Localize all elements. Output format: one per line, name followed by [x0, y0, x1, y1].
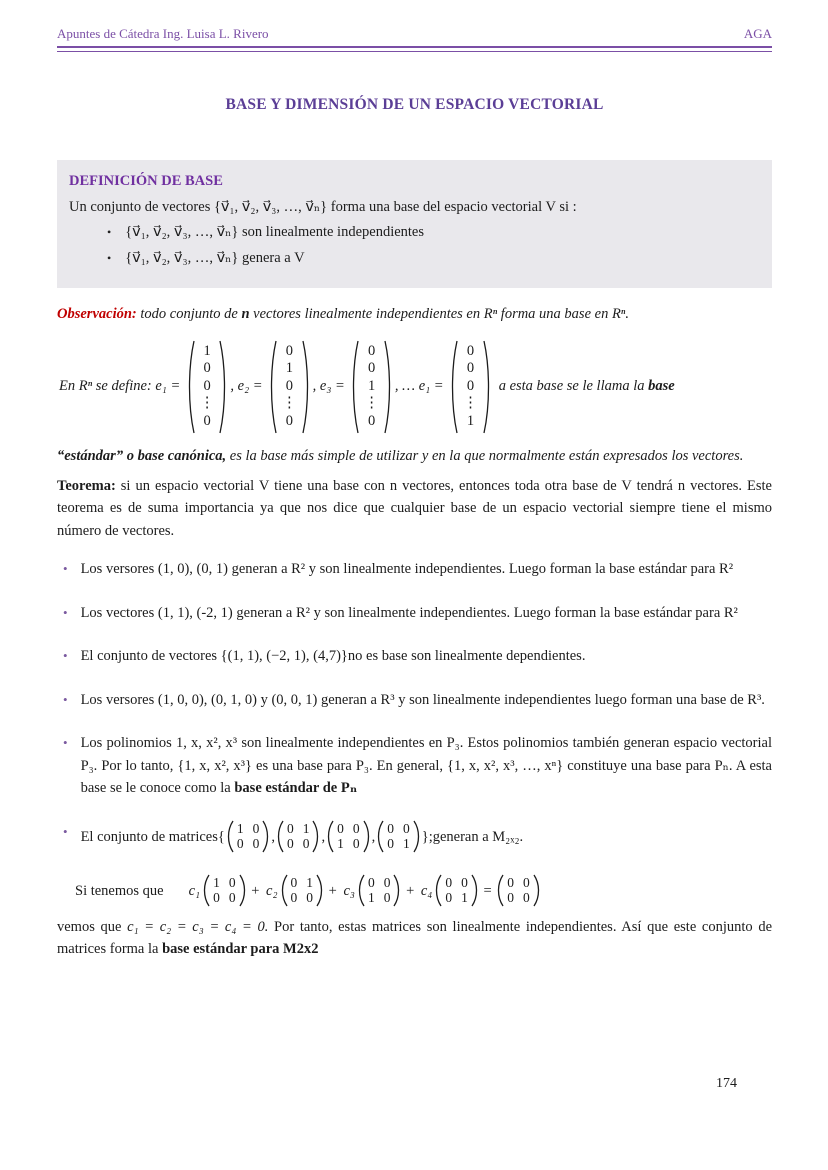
matrix-cell: 1 — [302, 820, 310, 836]
matrix-cell: 0 — [507, 874, 515, 890]
text-run: Observación: — [57, 305, 137, 322]
bullet-icon: • — [63, 561, 68, 577]
matrix — [280, 874, 325, 907]
vector-entry: 0 — [368, 343, 376, 360]
text-run: base — [648, 378, 675, 395]
vector-entries — [458, 343, 483, 430]
vector-entry: 1 — [285, 360, 294, 377]
matrix-cell: 0 — [523, 890, 530, 906]
equation-separator: , e₃ = — [312, 378, 349, 395]
matrix-cell: 0 — [387, 836, 394, 852]
text-run: “estándar” o base canónica, — [57, 447, 227, 464]
definition-box — [57, 160, 772, 288]
matrix-cell: 0 — [236, 836, 244, 852]
comma: , — [371, 828, 376, 845]
matrix-cell: 0 — [252, 820, 260, 836]
zero-matrix — [496, 874, 541, 907]
matrix-cell: 0 — [387, 820, 394, 836]
paren-icon — [384, 340, 392, 434]
paren-icon — [276, 820, 284, 853]
vector-entry: ⋮ — [364, 395, 379, 412]
paren-icon — [351, 340, 359, 434]
text-run: c₁ = c₂ = c₃ = c₄ = 0. — [127, 918, 269, 935]
text-run: El conjunto de vectores {(1, 1), (−2, 1), (4,7)}no es base son linealmente dependientes. — [80, 648, 586, 665]
text-run: Los vectores (1, 1), (-2, 1) generan a R² y son linealmente independientes. Luego forman la base estándar para R² — [80, 604, 738, 621]
vector-entry: ⋮ — [199, 395, 215, 412]
matrix — [326, 820, 371, 853]
text-run: Teorema: — [57, 477, 116, 494]
bullet-icon: • — [63, 823, 68, 839]
matrix — [276, 820, 321, 853]
page-header — [57, 0, 772, 42]
bullet-icon: • — [63, 735, 68, 751]
list-item — [63, 645, 772, 667]
vector-entry: 0 — [203, 412, 211, 429]
list-item-matrices — [63, 821, 772, 854]
canonical-basis-equation — [57, 337, 772, 437]
paren-icon — [262, 820, 270, 853]
paren-icon — [269, 340, 277, 434]
paren-icon — [239, 874, 247, 907]
list-item-text — [81, 602, 772, 624]
matrix-cell: 0 — [286, 820, 294, 836]
matrix — [202, 874, 247, 907]
canonical-paragraph — [57, 445, 772, 467]
column-vector-en — [450, 340, 491, 434]
matrix-cell: 0 — [228, 874, 236, 890]
paren-icon — [219, 340, 227, 434]
text-run: vectores linealmente independientes en Rⁿ forma una base en Rⁿ. — [249, 305, 629, 322]
text-run: base estándar de Pₙ — [234, 780, 358, 797]
text-run: es la base más simple de utilizar y en la que normalmente están expresados los vectores. — [226, 447, 744, 464]
matrix-cell: 0 — [523, 874, 530, 890]
list-item-text — [81, 689, 772, 711]
matrix-entries — [288, 875, 317, 906]
definition-item — [107, 248, 754, 270]
close-brace: } — [421, 828, 429, 845]
vector-entry: 0 — [203, 377, 211, 394]
definition-item-text: {v⃗₁, v⃗₂, v⃗₃, …, v⃗ₙ} son linealmente independientes — [125, 224, 425, 240]
equation-tail — [499, 378, 675, 395]
text-run: si un espacio vectorial V tiene una base con n vectores, entonces toda otra base de V tendrá n vectores. Este teorema es de suma importancia ya que nos dice que cualquier base de un espacio vectorial siempre tiene el mismo número de vectores. — [57, 477, 772, 539]
column-vector-e2 — [269, 340, 310, 434]
coefficient: c₃ — [343, 882, 355, 899]
text-run: Los versores (1, 0, 0), (0, 1, 0) y (0, 0, 1) generan a R³ y son linealmente independientes luego forman una base de R³. — [80, 691, 765, 708]
paren-icon — [471, 874, 479, 907]
bullet-icon: • — [63, 691, 68, 707]
matrix — [226, 820, 271, 853]
equation-separator: , e₂ = — [230, 378, 267, 395]
paren-icon — [357, 874, 365, 907]
coefficient: c₂ — [266, 882, 278, 899]
paren-icon — [280, 874, 288, 907]
paren-icon — [363, 820, 371, 853]
equation-lead: Si tenemos que — [75, 882, 164, 899]
text-run: Los polinomios 1, x, x², x³ son linealmente independientes en P₃. Estos polinomios también generan espacio vectorial P₃. Por lo tanto, {1, x, x², x³} es una base para P₃. En general, {1, x, x², x³, …, xⁿ} constituye una base para Pₙ. A esta base se le conoce como la — [80, 735, 772, 797]
matrix-cell: 0 — [383, 890, 391, 906]
coefficient: c₄ — [420, 882, 433, 899]
header-course-code: AGA — [743, 26, 772, 41]
matrices-set-line — [81, 821, 772, 854]
matrix-cell: 0 — [352, 836, 360, 852]
matrix-cell: 0 — [402, 820, 410, 836]
paren-icon — [202, 874, 210, 907]
matrix-cell: 0 — [290, 890, 298, 906]
matrix-cell: 0 — [306, 890, 314, 906]
page-number: 174 — [716, 1076, 737, 1091]
paren-icon — [376, 820, 384, 853]
paren-icon — [483, 340, 491, 434]
paren-icon — [312, 820, 320, 853]
equals-sign: = — [479, 882, 496, 899]
equation-lead: En Rⁿ se define: e₁ = — [59, 378, 184, 395]
text-run: vemos que — [57, 918, 128, 935]
matrix-cell: 0 — [461, 874, 468, 890]
coefficient: c₁ — [188, 882, 201, 899]
matrix-cell: 1 — [337, 836, 344, 852]
matrix-entries — [384, 821, 413, 852]
definition-heading: DEFINICIÓN DE BASE — [69, 173, 223, 189]
matrix-cell: 0 — [352, 820, 360, 836]
matrix-entries — [334, 821, 363, 852]
open-brace: { — [217, 828, 225, 845]
matrix-entries — [504, 875, 533, 906]
vector-entry: 0 — [285, 343, 294, 360]
bullet-icon: • — [107, 250, 112, 265]
observation-note — [57, 304, 772, 325]
matrix-cell: 0 — [302, 836, 310, 852]
matrix-cell: 1 — [461, 890, 468, 906]
paren-icon — [316, 874, 324, 907]
closing-paragraph — [57, 916, 772, 961]
paren-icon — [450, 340, 458, 434]
header-divider — [57, 46, 772, 52]
matrix-cell: 0 — [383, 874, 391, 890]
text-run: Por tanto, estas matrices son linealmente independientes. Así que este conjunto de matrices forma la — [57, 918, 773, 958]
paren-icon — [187, 340, 195, 434]
bullet-icon: • — [107, 225, 112, 239]
vector-entries — [195, 343, 220, 430]
vector-entry: 0 — [285, 377, 294, 394]
matrices-prefix: El conjunto de matrices — [80, 828, 218, 845]
matrix-cell: 0 — [507, 890, 515, 906]
list-item — [63, 558, 772, 580]
text-run: Los versores (1, 0), (0, 1) generan a R² y son linealmente independientes. Luego forman la base estándar para R² — [80, 561, 734, 578]
matrix-cell: 0 — [252, 836, 260, 852]
paren-icon — [533, 874, 541, 907]
comma: , — [321, 828, 326, 845]
plus-sign: + — [325, 882, 341, 899]
vector-entry: 1 — [203, 343, 211, 360]
vector-entry: ⋮ — [282, 395, 297, 412]
matrix-cell: 1 — [306, 874, 314, 890]
matrix-cell: 0 — [367, 874, 375, 890]
matrix — [376, 820, 421, 853]
definition-intro: Un conjunto de vectores {v⃗₁, v⃗₂, v⃗₃, …, v⃗ₙ} forma una base del espacio vectorial V si : — [69, 199, 577, 215]
matrix-cell: 1 — [402, 836, 410, 852]
equation-separator: , … e₁ = — [394, 378, 448, 395]
paren-icon — [302, 340, 310, 434]
list-item-text — [81, 558, 772, 580]
list-item-text — [81, 732, 772, 799]
matrix-entries — [365, 875, 394, 906]
vector-entry: ⋮ — [463, 395, 478, 412]
header-author: Apuntes de Cátedra Ing. Luisa L. Rivero — [57, 26, 269, 41]
matrix-entries — [210, 875, 239, 906]
definition-item — [107, 222, 754, 244]
plus-sign: + — [247, 882, 264, 899]
matrix-cell: 0 — [445, 890, 453, 906]
paren-icon — [393, 874, 401, 907]
definition-list — [69, 222, 754, 270]
text-run: a esta base se le llama la — [498, 378, 649, 395]
column-vector-e1 — [187, 340, 228, 434]
list-item-text — [81, 645, 772, 667]
matrix-entries — [234, 821, 263, 852]
matrix-cell: 1 — [236, 820, 244, 836]
teorema-paragraph — [57, 475, 772, 542]
vector-entry: 1 — [466, 412, 475, 429]
paren-icon — [413, 820, 421, 853]
vector-entry: 0 — [285, 412, 294, 429]
paren-icon — [326, 820, 334, 853]
linear-combination-equation — [75, 875, 772, 908]
vector-entry: 0 — [466, 343, 475, 360]
paren-icon — [434, 874, 442, 907]
column-vector-e3 — [351, 340, 392, 434]
list-item — [63, 689, 772, 711]
list-item — [63, 602, 772, 624]
matrix-entries — [284, 821, 313, 852]
matrix-cell: 1 — [213, 874, 220, 890]
vector-entry: 0 — [203, 360, 211, 377]
matrix-entries — [442, 875, 471, 906]
bullet-icon: • — [63, 648, 68, 664]
matrix-cell: 0 — [213, 890, 220, 906]
matrix-cell: 0 — [337, 820, 344, 836]
matrix — [357, 874, 402, 907]
bullet-icon: • — [63, 604, 68, 620]
text-run: n — [241, 305, 250, 322]
vector-entries — [277, 343, 302, 430]
matrix-cell: 0 — [286, 836, 294, 852]
examples-list — [57, 558, 772, 853]
paren-icon — [226, 820, 234, 853]
vector-entry: 0 — [466, 360, 475, 377]
vector-entry: 0 — [368, 360, 376, 377]
matrix — [434, 874, 479, 907]
matrix-cell: 1 — [367, 890, 375, 906]
text-run: base estándar para M2x2 — [162, 941, 319, 958]
comma: , — [271, 828, 275, 845]
matrix-cell: 0 — [290, 874, 298, 890]
matrix-cell: 0 — [445, 874, 453, 890]
definition-item-text: {v⃗₁, v⃗₂, v⃗₃, …, v⃗ₙ} genera a V — [125, 249, 305, 266]
list-item — [63, 732, 772, 799]
vector-entry: 0 — [368, 412, 376, 429]
page-title: BASE Y DIMENSIÓN DE UN ESPACIO VECTORIAL — [225, 96, 604, 113]
plus-sign: + — [402, 882, 418, 899]
matrices-suffix: ;generan a M₂ₓ₂. — [428, 828, 524, 845]
vector-entry: 1 — [368, 377, 376, 394]
vector-entry: 0 — [466, 377, 475, 394]
matrix-cell: 0 — [228, 890, 236, 906]
text-run: todo conjunto de — [136, 305, 242, 322]
paren-icon — [496, 874, 504, 907]
vector-entries — [359, 343, 384, 430]
